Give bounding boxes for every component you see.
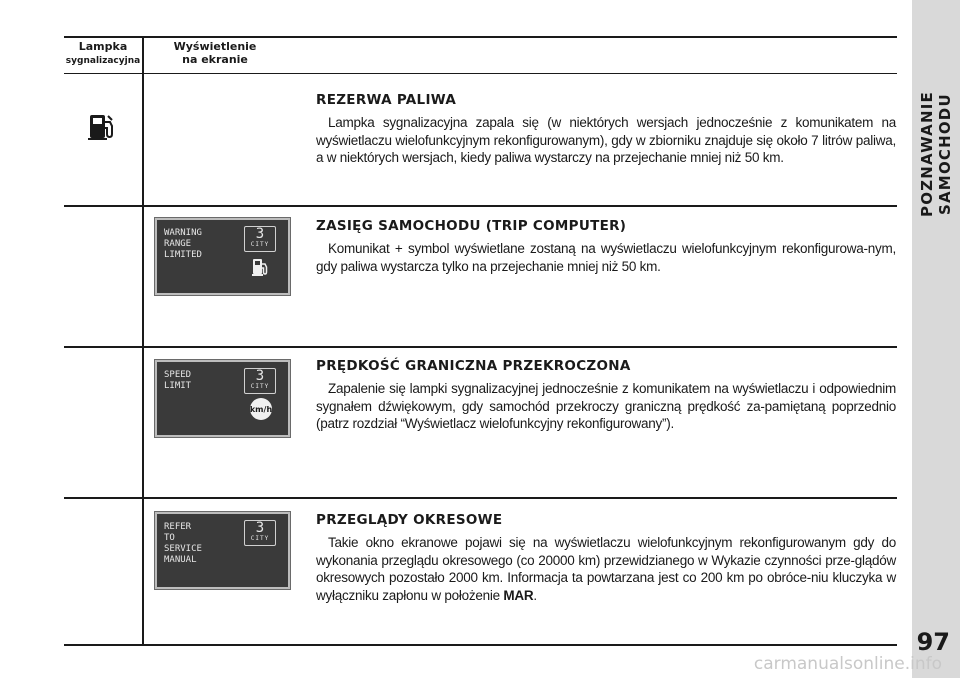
section-text-end: . [533,587,537,603]
display-speed-limit [155,360,290,437]
fuel-pump-icon [246,252,276,282]
section-title: PRĘDKOŚĆ GRANICZNA PRZEKROCZONA [316,358,631,374]
gear-indicator [244,520,276,546]
chapter-title: POZNAWANIE SAMOCHODU [918,91,954,217]
page-number: 97 [916,628,950,656]
row-divider [64,346,897,348]
display-message: SPEED LIMIT [164,370,192,391]
section-service-intervals [316,512,896,604]
fuel-lamp-icon [86,110,118,142]
drive-mode: CITY [250,535,270,542]
section-text: Komunikat + symbol wyświetlane zostaną na wyświetlaczu wielofunkcyjnym rekonfigurowa-nym, gdy paliwa wystarcza tylko na przejechanie mniej niż 50 km. [316,241,896,274]
display-message: REFER TO SERVICE MANUAL [164,522,202,565]
speed-limit-icon [246,394,276,424]
column-header-display-line1: Wyświetlenie [173,40,257,53]
gear-number: 3 [255,226,265,242]
section-text: Zapalenie się lampki sygnalizacyjnej jednocześnie z komunikatem na wyświetlaczu i odpowiednim sygnałem dźwiękowym, gdy samochód przekroczy graniczną prędkość za-pamiętaną poprzednio (patrz rozdział “Wyświetlacz wielofunkcyjny rekonfigurowany”). [316,381,896,431]
column-header-lamp-line2: sygnalizacyjna [65,56,141,66]
table-bottom-rule [64,644,897,646]
watermark: carmanualsonline.info [753,654,942,674]
chapter-sidebar [912,0,960,678]
speed-unit-label: km/h [250,398,272,420]
display-message: WARNING RANGE LIMITED [164,228,202,260]
gear-number: 3 [255,520,265,536]
column-divider [142,38,144,646]
section-trip-computer [316,218,896,275]
section-title: PRZEGLĄDY OKRESOWE [316,512,503,528]
row-divider [64,205,897,207]
section-text-main: Takie okno ekranowe pojawi się na wyświetlaczu wielofunkcyjnym rekonfigurowanym gdy do wykonania przeglądu okresowego (co 20000 km) przewidzianego w Wykazie czynności prze-glądów okresowych pozostało 2000 km. Informacja ta powtarzana jest co 200 km po obróce-niu kluczyka w wyłączniku zapłonu w położenie [316,535,896,603]
header-rule [64,73,897,74]
drive-mode: CITY [250,383,270,390]
column-header-lamp-line1: Lampka [78,40,128,53]
section-speed-limit [316,358,896,433]
column-header-lamp [64,40,142,68]
gear-indicator [244,226,276,252]
section-fuel-reserve [316,92,896,167]
section-text [316,534,896,604]
gear-indicator [244,368,276,394]
row-divider [64,497,897,499]
table-top-rule [64,36,897,38]
column-header-display-line2: na ekranie [182,53,248,66]
drive-mode: CITY [250,241,270,248]
ignition-position-label: MAR [503,587,534,603]
display-range-limited [155,218,290,295]
display-service-manual [155,512,290,589]
gear-number: 3 [255,368,265,384]
column-header-display [150,40,280,66]
section-text: Lampka sygnalizacyjna zapala się (w niektórych wersjach jednocześnie z komunikatem na wyświetlaczu wielofunkcyjnym rekonfigurowanym), gdy w zbiorniku znajduje się około 7 litrów paliwa, a w niektórych wersjach, kiedy paliwa wystarczy na przejechanie mniej niż 50 km. [316,115,896,165]
section-title: REZERWA PALIWA [316,92,457,108]
section-title: ZASIĘG SAMOCHODU (TRIP COMPUTER) [316,218,627,234]
